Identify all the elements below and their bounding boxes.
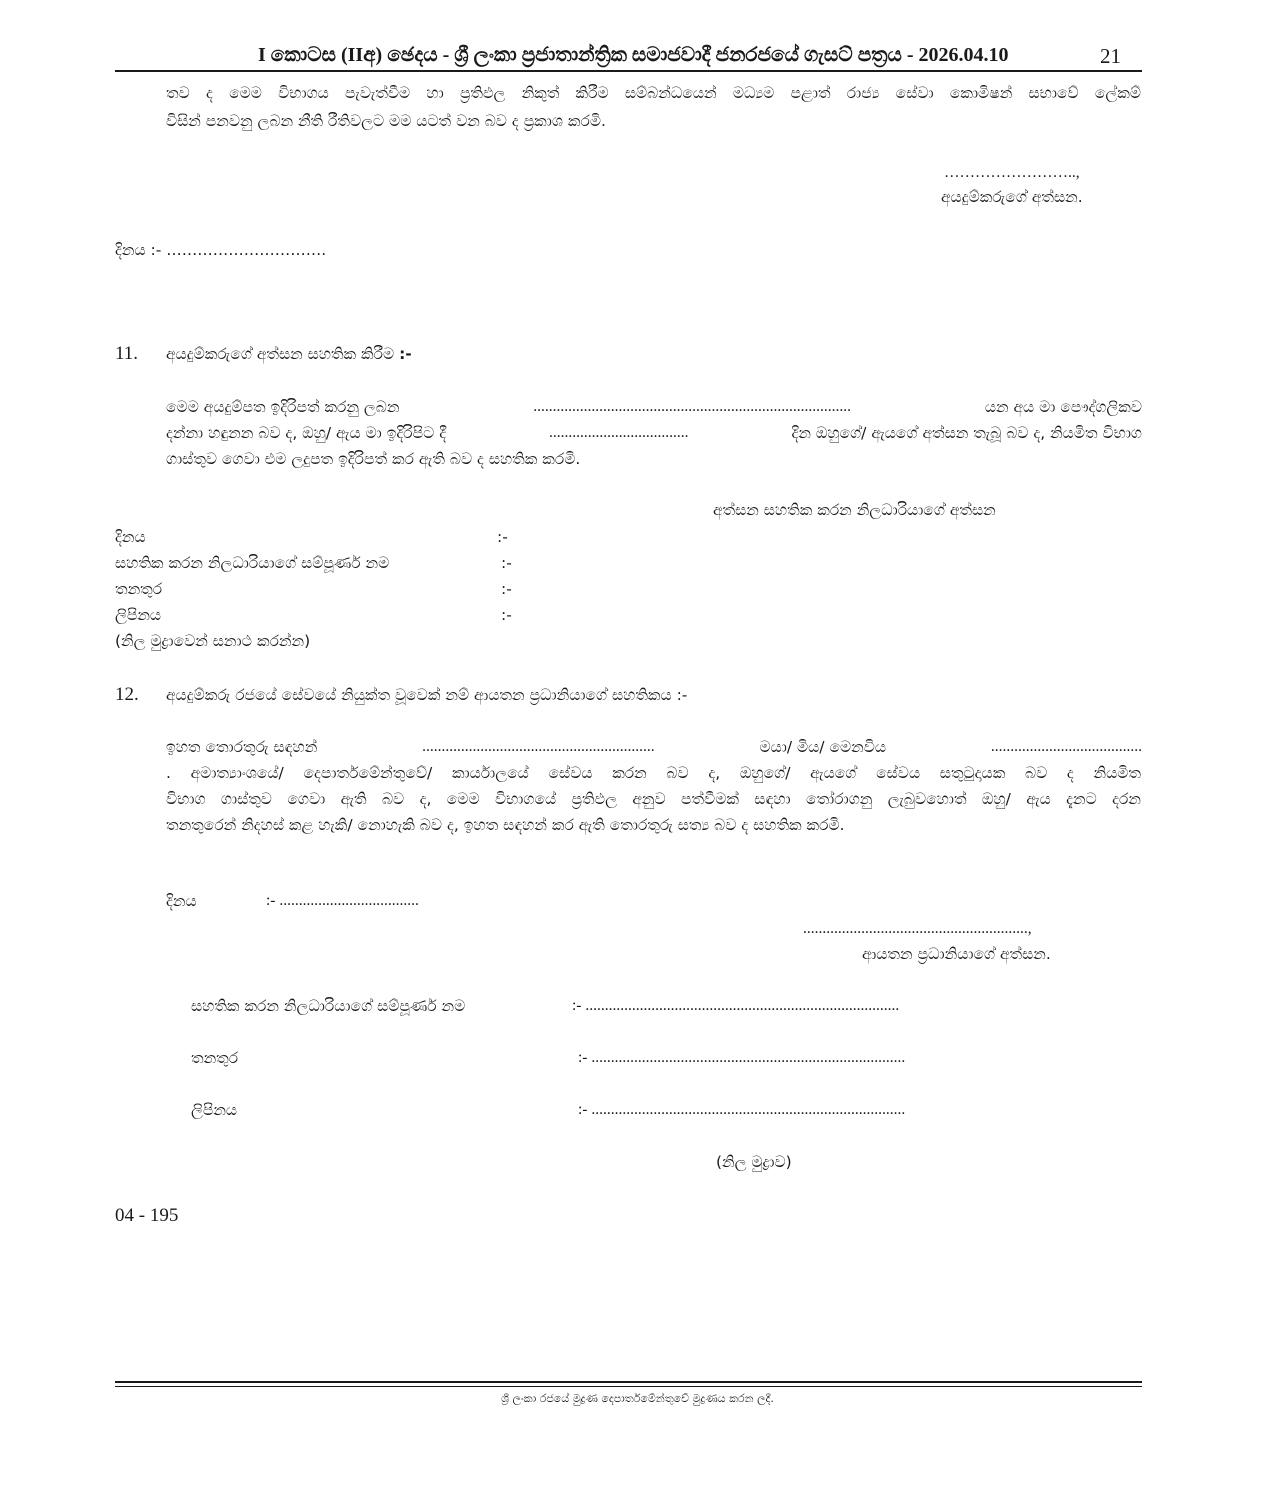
header-rule xyxy=(115,70,1142,72)
section-11-para-line-3: ගාස්තුව ගෙවා එම ලදුපත ඉදිරිපත් කර ඇති බව ද සහතික කරමි. xyxy=(166,450,581,468)
para-text: මෙම අයදුම්පත ඉදිරිපත් කරනු ලබන xyxy=(166,398,400,416)
para-text: දින ඔහුගේ/ ඇයගේ අත්සන තැබූ බව ද, නියමිත විභාග xyxy=(791,424,1142,442)
applicant-signature-label: අයදුම්කරුගේ අත්සන. xyxy=(941,188,1083,206)
field-label-officer-name: සහතික කරන නිලධාරියාගේ සම්පූර්ණ නම xyxy=(191,997,466,1015)
declaration-line-2: විසින් පනවනු ලබන නීති රීතිවලට මම යටත් වන බව ද ප්‍රකාශ කරමි. xyxy=(166,112,606,130)
footer-rule-top xyxy=(115,1381,1142,1383)
details-blank: ............................................................ xyxy=(422,738,655,755)
head-signature-line: .........................................................., xyxy=(803,920,1032,937)
applicant-name-blank: .................................................................................. xyxy=(533,398,851,415)
section-12-para-line-2: . අමාත්‍යාංශයේ/ දෙපාර්තමේන්තුවේ/ කාර්යාලයේ සේවය කරන බව ද, ඔහුගේ/ ඇයගේ සේවය සතුටුදායක බව ද නියමිත xyxy=(166,764,1141,782)
field-label-date: දිනය xyxy=(115,528,146,546)
section-12-para-line-4: තනතුරෙන් නිදහස් කළ හැකි/ නොහැකි බව ද, ඉහත සඳහන් කර ඇති තොරතුරු සත්‍ය බව ද සහතික කරමි. xyxy=(166,816,845,834)
declaration-date: දිනය :- …………………………. xyxy=(115,241,327,259)
official-seal-note: (නිල මුද්‍රාවෙන් සනාථ කරන්න) xyxy=(115,632,311,650)
para-text: මයා/ මිය/ මෙනවිය xyxy=(759,738,887,756)
field-label-address: ලිපිනය xyxy=(115,606,162,624)
field-label-address: ලිපිනය xyxy=(191,1101,238,1119)
footer-rule-bottom xyxy=(115,1386,1142,1387)
section-12-date-label: දිනය xyxy=(166,892,197,910)
section-12-date-value: :- .................................... xyxy=(266,892,419,909)
para-text: දන්නා හඳුනන බව ද, ඔහු/ ඇය මා ඉදිරිපිට දී xyxy=(166,424,447,442)
section-12-para-line-1 xyxy=(166,738,1142,757)
applicant-signature-line: …………………….., xyxy=(944,164,1080,181)
printer-credit: ශ්‍රී ලංකා රජයේ මුද්‍රණ දෙපාර්තමේන්තුවේ මුද්‍රණය කරන ලදී. xyxy=(501,1392,774,1405)
reference-number: 04 - 195 xyxy=(115,1205,179,1226)
field-label-designation: තනතුර xyxy=(115,580,163,598)
field-value-designation: :- ................................................................................. xyxy=(578,1049,906,1066)
signing-date-blank: .................................... xyxy=(549,424,689,441)
name-blank: ....................................... xyxy=(990,738,1142,755)
section-11-para-line-1 xyxy=(166,398,1142,417)
section-12-title: අයදුම්කරු රජයේ සේවයේ නියුක්ත වූවෙක් නම් ආයතන ප්‍රධානියාගේ සහතිකය :- xyxy=(166,686,688,704)
page-number: 21 xyxy=(1100,44,1121,68)
section-11-para-line-2 xyxy=(166,424,1142,443)
field-value-address: :- ................................................................................. xyxy=(578,1101,906,1118)
field-sep: :- xyxy=(501,554,512,572)
field-label-officer-name: සහතික කරන නිලධාරියාගේ සම්පූර්ණ නම xyxy=(115,554,390,572)
section-11-title xyxy=(166,345,412,364)
field-sep: :- xyxy=(497,528,508,546)
field-label-designation: තනතුර xyxy=(191,1049,239,1067)
section-11-title-suffix: :- xyxy=(399,345,412,363)
para-text: ඉහත තොරතුරු සඳහන් xyxy=(166,738,318,756)
para-text: යන අය මා පෞද්ගලිකව xyxy=(984,398,1142,416)
declaration-line-1: තව ද මෙම විභාගය පැවැත්වීම හා ප්‍රතිඵල නිකුත් කිරීම සම්බන්ධයෙන් මධ්‍යම පළාත් රාජ්‍ය සේවා කොමිෂන් සභාවේ ලේකම් xyxy=(166,84,1141,102)
certifying-officer-signature-label: අත්සන සහතික කරන නිලධාරියාගේ අත්සන xyxy=(713,501,996,519)
field-value-officer-name: :- ................................................................................. xyxy=(572,997,900,1014)
gazette-header-title: I කොටස (IIඅ) ඡෙදය - ශ්‍රී ලංකා ප්‍රජාතාන්ත්‍රික සමාජවාදී ජනරජයේ ගැසට් පත්‍රය - 2026.04.10 xyxy=(258,44,1009,66)
section-11-title-text: අයදුම්කරුගේ අත්සන සහතික කිරීම xyxy=(166,345,395,363)
head-signature-label: ආයතන ප්‍රධානියාගේ අත්සන. xyxy=(862,945,1051,963)
section-12-number: 12. xyxy=(115,684,139,705)
field-sep: :- xyxy=(501,580,512,598)
section-11-number: 11. xyxy=(115,343,139,364)
official-seal-label: (නිල මුද්‍රාව) xyxy=(716,1153,792,1171)
section-12-para-line-3: විභාග ගාස්තුව ගෙවා ඇති බව ද, මෙම විභාගයේ ප්‍රතිඵල අනුව පත්වීමක් සඳහා තෝරාගනු ලැබුවහොත් ඔහු/ ඇය දැනට දරන xyxy=(166,790,1141,808)
field-sep: :- xyxy=(501,606,512,624)
